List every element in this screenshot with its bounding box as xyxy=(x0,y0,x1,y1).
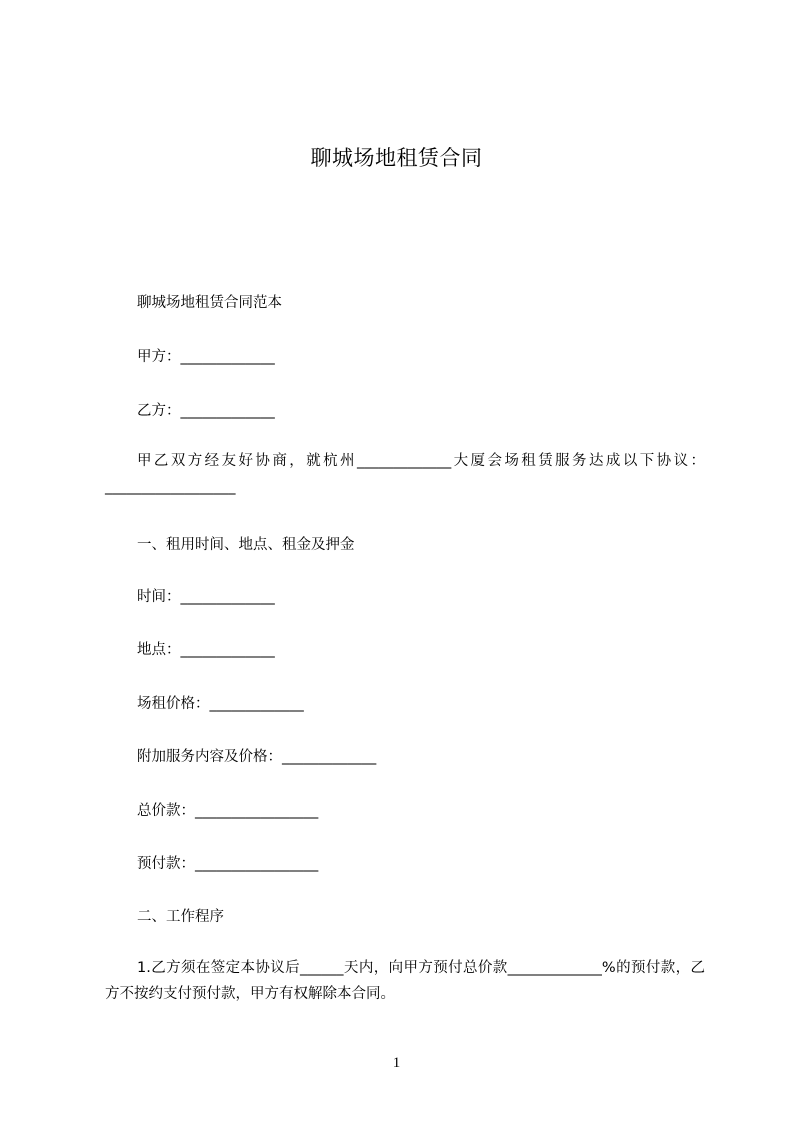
document-title: 聊城场地租赁合同 xyxy=(310,146,483,170)
section-2-heading: 二、工作程序 xyxy=(137,909,224,925)
rent-price-field: 场租价格：_____________ xyxy=(137,696,304,712)
section-1-heading: 一、租用时间、地点、租金及押金 xyxy=(137,537,355,553)
party-a-field: 甲方：_____________ xyxy=(137,349,275,365)
party-b-field: 乙方：_____________ xyxy=(137,403,275,419)
extra-services-field: 附加服务内容及价格：_____________ xyxy=(137,749,377,765)
contract-subtitle: 聊城场地租赁合同范本 xyxy=(137,295,282,311)
time-field: 时间：_____________ xyxy=(137,589,275,605)
intro-paragraph: 甲乙双方经友好协商，就杭州_____________大厦会场租赁服务达成以下协议：__________________ xyxy=(105,453,705,495)
location-field: 地点：_____________ xyxy=(137,642,275,658)
total-price-field: 总价款：_________________ xyxy=(137,803,319,819)
clause-1-paragraph: 1.乙方须在签定本协议后______天内，向甲方预付总价款_____________%的预付款，乙方不按约支付预付款，甲方有权解除本合同。 xyxy=(105,960,705,1002)
page-number: 1 xyxy=(392,1055,401,1071)
prepayment-field: 预付款：_________________ xyxy=(137,856,319,872)
